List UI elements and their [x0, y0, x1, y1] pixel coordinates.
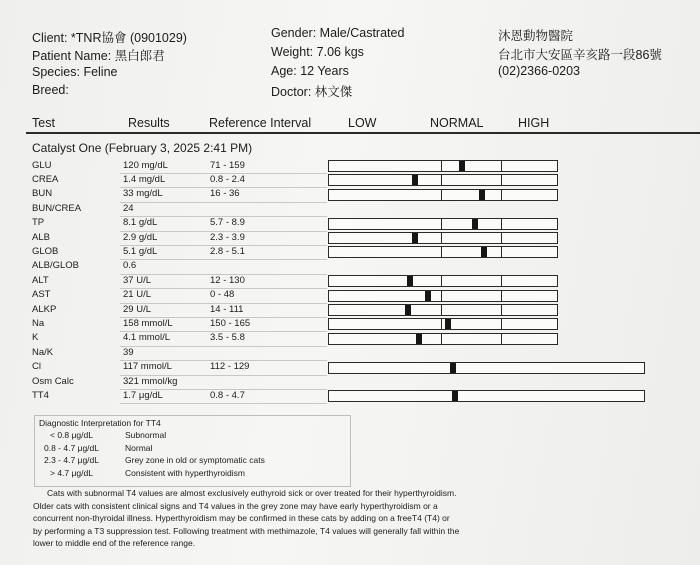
- test-reference-range: 0.8 - 2.4: [210, 173, 245, 185]
- range-bar: [328, 189, 558, 201]
- patient-label: Patient Name:: [32, 49, 112, 63]
- row-divider: [120, 259, 327, 260]
- test-name: Osm Calc: [32, 375, 74, 387]
- range-bar: [328, 362, 645, 374]
- range-bar-divider: [501, 161, 502, 171]
- range-bar-divider: [441, 276, 442, 286]
- test-name: ALB/GLOB: [32, 260, 79, 272]
- test-name: TT4: [32, 389, 49, 401]
- test-result: 4.1 mmol/L: [123, 332, 170, 344]
- test-name: GLU: [32, 159, 52, 171]
- test-reference-range: 71 - 159: [210, 159, 245, 171]
- client-line: [32, 28, 187, 46]
- result-marker: [405, 305, 411, 315]
- diagnostic-note-line: Cats with subnormal T4 values are almost exclusively euthyroid sick or over treated for their hyperthyroidism.: [47, 488, 457, 498]
- result-marker: [459, 161, 465, 171]
- test-result: 0.6: [123, 260, 137, 272]
- range-bar: [328, 333, 558, 345]
- test-reference-range: 150 - 165: [210, 317, 251, 329]
- test-name: AST: [32, 289, 51, 301]
- row-divider: [120, 202, 327, 203]
- column-normal: NORMAL: [430, 116, 484, 130]
- test-result: 2.9 g/dL: [123, 231, 158, 243]
- column-test: Test: [32, 116, 55, 130]
- test-reference-range: 2.3 - 3.9: [210, 231, 245, 243]
- test-result: 37 U/L: [123, 274, 151, 286]
- row-divider: [120, 403, 327, 404]
- test-reference-range: 112 - 129: [210, 361, 250, 373]
- hospital-address: 台北市大安區辛亥路一段86號: [498, 48, 662, 62]
- test-result: 33 mg/dL: [123, 188, 163, 200]
- diagnostic-note-line: lower to middle end of the reference range.: [33, 538, 196, 548]
- hospital-name: 沐恩動物醫院: [498, 29, 574, 43]
- test-result: 120 mg/dL: [123, 159, 168, 171]
- range-bar-divider: [441, 247, 442, 257]
- result-marker: [472, 219, 478, 229]
- doctor-line: [271, 82, 352, 100]
- test-result: 1.7 μg/dL: [123, 389, 163, 401]
- range-bar-divider: [441, 305, 442, 315]
- range-bar-divider: [501, 305, 502, 315]
- species-value: Feline: [83, 65, 118, 79]
- range-bar-divider: [441, 334, 442, 344]
- client-value: *TNR協會 (0901029): [70, 31, 187, 45]
- range-bar: [328, 232, 558, 244]
- section-title: Catalyst One (February 3, 2025 2:41 PM): [32, 141, 253, 155]
- test-result: 5.1 g/dL: [123, 245, 158, 257]
- test-name: ALB: [32, 231, 50, 243]
- range-bar-divider: [501, 219, 502, 229]
- range-bar-divider: [501, 276, 502, 286]
- test-reference-range: 3.5 - 5.8: [210, 332, 245, 344]
- test-result: 8.1 g/dL: [123, 217, 158, 229]
- test-name: BUN/CREA: [32, 202, 82, 214]
- test-result: 21 U/L: [123, 289, 151, 301]
- diagnostic-range: 2.3 - 4.7 μg/dL: [44, 455, 99, 465]
- test-result: 158 mmol/L: [123, 317, 173, 329]
- test-reference-range: 2.8 - 5.1: [210, 245, 245, 257]
- range-bar-divider: [441, 319, 442, 329]
- range-bar-divider: [501, 233, 502, 243]
- column-reference: Reference Interval: [209, 116, 312, 130]
- age-value: 12 Years: [300, 64, 349, 78]
- species-line: [32, 65, 117, 79]
- patient-value: 黑白郎君: [114, 49, 165, 63]
- column-high: HIGH: [518, 116, 550, 130]
- range-bar-divider: [441, 175, 442, 185]
- diagnostic-meaning: Subnormal: [125, 430, 167, 440]
- breed-label: Breed:: [32, 83, 69, 97]
- range-bar: [328, 290, 558, 302]
- test-reference-range: 0.8 - 4.7: [210, 389, 245, 401]
- range-bar-divider: [441, 219, 442, 229]
- test-reference-range: 5.7 - 8.9: [210, 217, 245, 229]
- test-name: Na: [32, 317, 45, 329]
- range-bar: [328, 275, 558, 287]
- diagnostic-meaning: Normal: [125, 442, 153, 453]
- range-bar-divider: [441, 291, 442, 301]
- gender-value: Male/Castrated: [319, 26, 405, 40]
- weight-label: Weight:: [271, 45, 314, 59]
- test-name: Na/K: [32, 346, 54, 358]
- result-marker: [450, 363, 456, 373]
- test-result: 24: [123, 202, 134, 214]
- range-bar-divider: [501, 247, 502, 257]
- breed-line: [32, 83, 69, 97]
- range-bar: [328, 246, 558, 258]
- range-bar: [328, 304, 558, 316]
- result-marker: [416, 334, 422, 344]
- age-label: Age:: [271, 64, 297, 78]
- column-results: Results: [128, 116, 170, 130]
- result-marker: [412, 175, 418, 185]
- gender-label: Gender:: [271, 26, 317, 40]
- test-reference-range: 0 - 48: [210, 289, 235, 301]
- header-divider: [26, 132, 700, 134]
- range-bar: [328, 318, 558, 330]
- column-low: LOW: [348, 116, 377, 130]
- test-name: ALT: [32, 274, 49, 286]
- range-bar-divider: [501, 291, 502, 301]
- diagnostic-note-line: by performing a T3 suppression test. Following treatment with methimazole, T4 values will generally fall within the: [33, 525, 460, 536]
- diagnostic-range: < 0.8 μg/dL: [50, 430, 93, 440]
- diagnostic-title: Diagnostic Interpretation for TT4: [39, 418, 161, 428]
- diagnostic-meaning: Consistent with hyperthyroidism: [125, 467, 245, 478]
- range-bar: [328, 218, 558, 230]
- weight-value: 7.06 kgs: [316, 45, 364, 59]
- range-bar-divider: [501, 334, 502, 344]
- hospital-phone: (02)2366-0203: [498, 64, 581, 78]
- range-bar-divider: [501, 175, 502, 185]
- test-name: Cl: [32, 361, 41, 373]
- test-reference-range: 16 - 36: [210, 188, 240, 200]
- range-bar-divider: [441, 190, 442, 200]
- weight-line: [271, 45, 364, 59]
- client-label: Client:: [32, 31, 68, 45]
- result-marker: [481, 247, 487, 257]
- result-marker: [425, 291, 431, 301]
- test-result: 1.4 mg/dL: [123, 173, 166, 185]
- test-name: GLOB: [32, 245, 59, 257]
- gender-line: [271, 26, 404, 40]
- doctor-label: Doctor:: [271, 85, 312, 99]
- patient-line: [32, 46, 165, 64]
- diagnostic-range: 0.8 - 4.7 μg/dL: [44, 442, 99, 453]
- test-reference-range: 12 - 130: [210, 274, 245, 286]
- diagnostic-note-line: Older cats with consistent clinical signs and T4 values in the grey zone may have early hyperthyroidism or a: [33, 500, 438, 511]
- test-name: CREA: [32, 173, 59, 185]
- result-marker: [412, 233, 418, 243]
- range-bar-divider: [501, 319, 502, 329]
- range-bar-divider: [501, 190, 502, 200]
- range-bar: [328, 160, 558, 172]
- range-bar-divider: [441, 233, 442, 243]
- range-bar: [328, 390, 645, 402]
- test-result: 117 mmol/L: [123, 361, 172, 373]
- age-line: [271, 64, 349, 78]
- species-label: Species:: [32, 65, 80, 79]
- result-marker: [445, 319, 451, 329]
- range-bar-divider: [441, 161, 442, 171]
- test-reference-range: 14 - 111: [210, 303, 244, 315]
- doctor-value: 林文傑: [314, 85, 353, 99]
- test-name: K: [32, 332, 39, 344]
- test-result: 29 U/L: [123, 303, 151, 315]
- test-name: ALKP: [32, 303, 57, 315]
- test-name: TP: [32, 217, 45, 229]
- diagnostic-range: > 4.7 μg/dL: [50, 467, 93, 478]
- result-marker: [452, 391, 458, 401]
- range-bar: [328, 174, 558, 186]
- result-marker: [407, 276, 413, 286]
- diagnostic-meaning: Grey zone in old or symptomatic cats: [125, 455, 265, 465]
- row-divider: [120, 346, 327, 347]
- test-result: 321 mmol/kg: [123, 375, 178, 387]
- diagnostic-note-line: concurrent non-thyroidal illness. Hyperthyroidism may be confirmed in these cats by adding on a freeT4 (T4) or: [33, 513, 450, 523]
- result-marker: [479, 190, 485, 200]
- test-result: 39: [123, 346, 134, 358]
- test-name: BUN: [32, 188, 53, 200]
